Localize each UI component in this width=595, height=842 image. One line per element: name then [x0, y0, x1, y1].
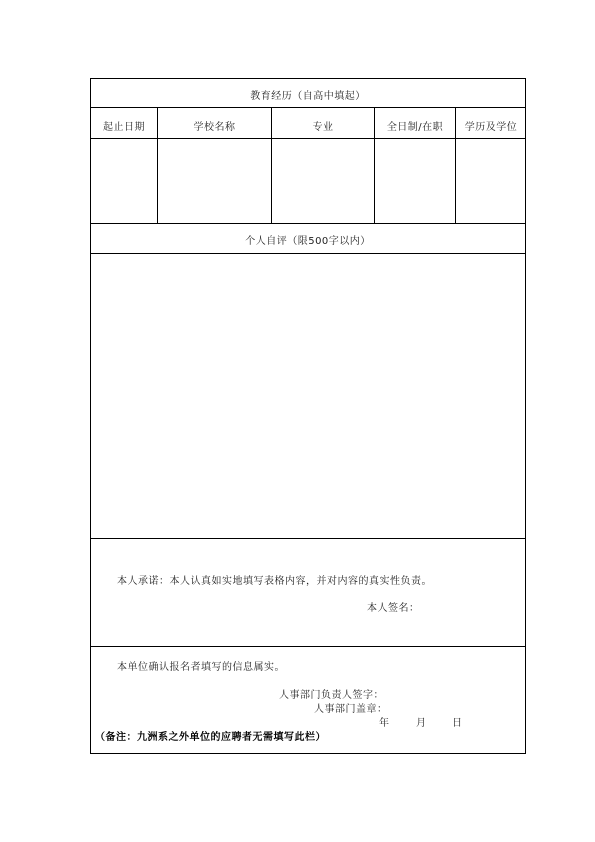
- education-school-cell[interactable]: [158, 139, 271, 223]
- education-major-cell[interactable]: [272, 139, 374, 223]
- applicant-signature-label: 本人签名：: [367, 603, 420, 614]
- hr-seal-field[interactable]: [391, 697, 511, 713]
- education-degree-cell[interactable]: [456, 139, 525, 223]
- column-header-study-mode: 全日制/在职: [386, 122, 444, 133]
- education-study-mode-cell[interactable]: [375, 139, 455, 223]
- row-divider: [91, 646, 525, 647]
- hr-head-signature-label: 人事部门负责人签字：: [279, 690, 384, 701]
- column-header-school: 学校名称: [193, 122, 236, 133]
- unit-confirmation-note: （备注：九洲系之外单位的应聘者无需填写此栏）: [95, 732, 326, 743]
- commitment-statement: 本人承诺：本人认真如实地填写表格内容，并对内容的真实性负责。: [117, 576, 432, 587]
- hr-seal-label: 人事部门盖章：: [314, 704, 388, 715]
- date-year-label: 年: [379, 718, 390, 729]
- self-evaluation-field[interactable]: [91, 254, 525, 538]
- date-month-label: 月: [416, 718, 427, 729]
- row-divider: [91, 223, 525, 224]
- education-section-title: 教育经历（自高中填起）: [250, 91, 366, 102]
- column-header-degree: 学历及学位: [464, 122, 518, 133]
- date-day-label: 日: [452, 718, 463, 729]
- unit-confirmation-statement: 本单位确认报名者填写的信息属实。: [117, 662, 285, 673]
- column-header-major: 专业: [312, 122, 334, 133]
- application-form-table: [90, 78, 526, 754]
- applicant-signature-field[interactable]: [427, 595, 517, 613]
- education-dates-cell[interactable]: [91, 139, 157, 223]
- row-divider: [91, 538, 525, 539]
- column-header-dates: 起止日期: [103, 122, 145, 133]
- self-evaluation-title: 个人自评（限500字以内）: [245, 236, 371, 247]
